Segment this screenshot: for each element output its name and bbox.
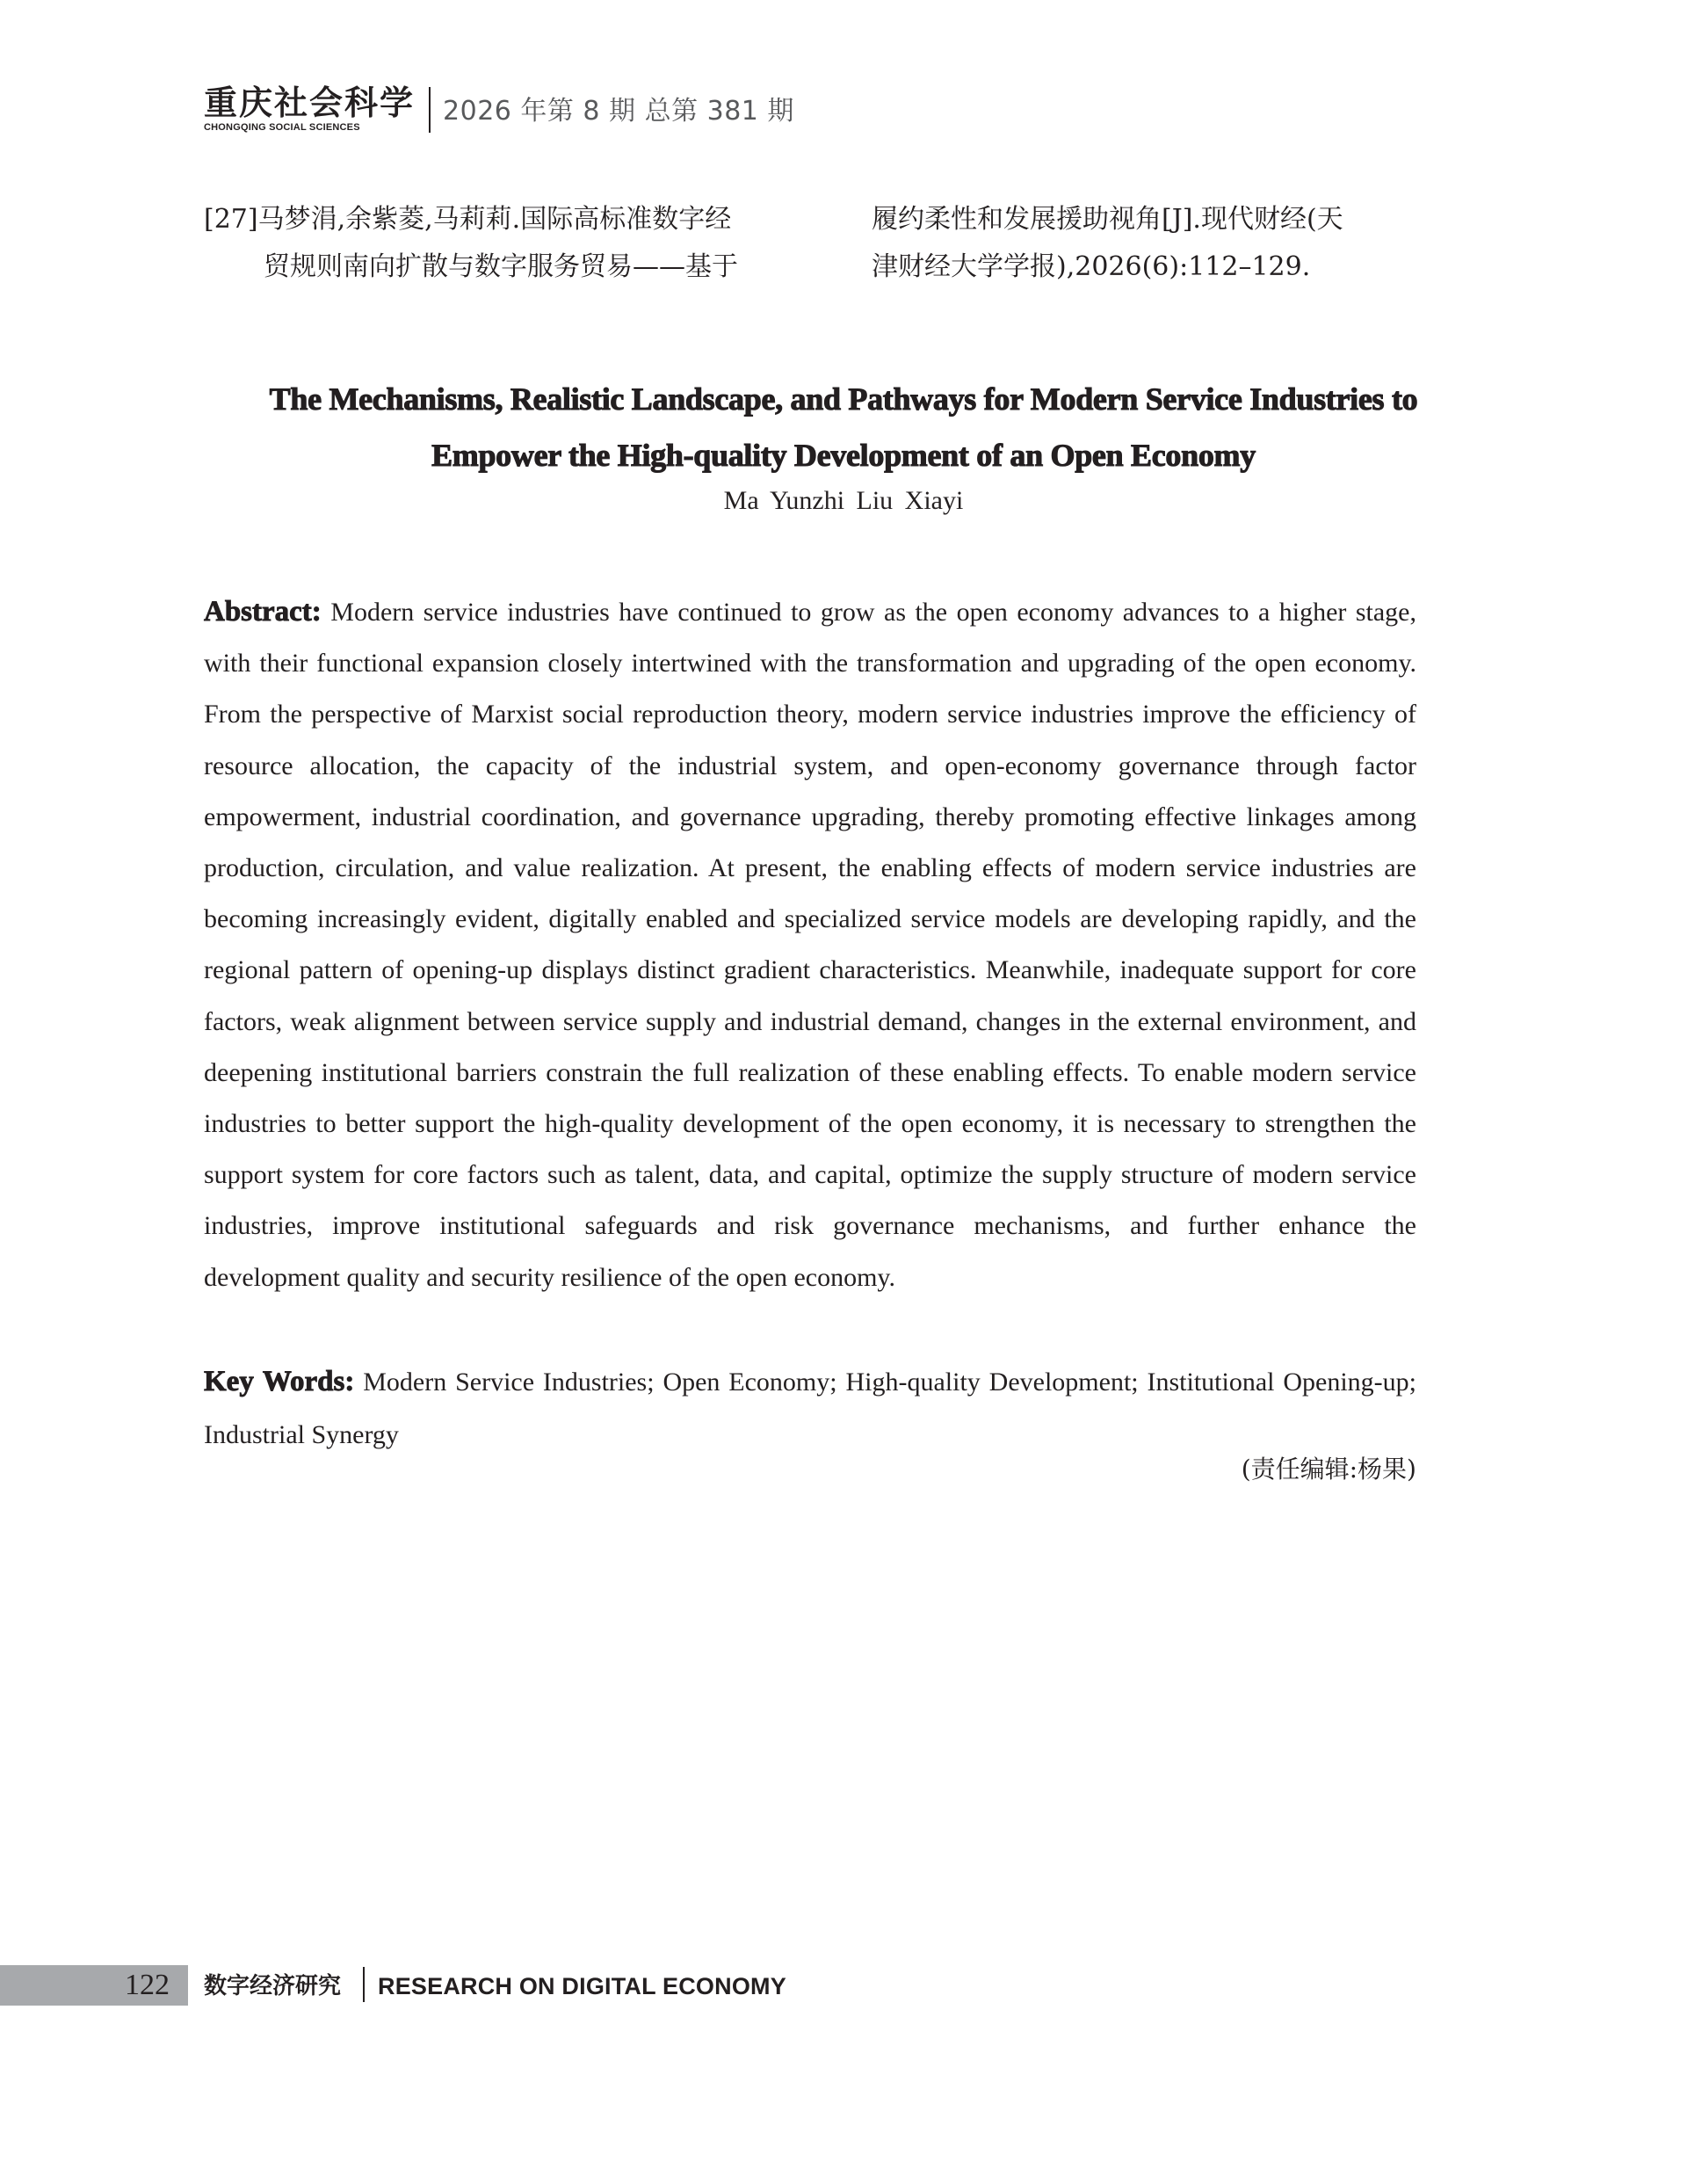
reference-right-column [872, 196, 1416, 291]
journal-logo [204, 83, 415, 134]
running-footer [0, 1965, 1687, 2006]
article-title-line: The Mechanisms, Realistic Landscape, and Pathways for Modern Service Industries to [269, 381, 1418, 417]
editor-note: (责任编辑:杨果) [1241, 1455, 1416, 1484]
reference-left-column [204, 196, 801, 291]
journal-logo-cn: 重庆社会科学 [204, 83, 416, 122]
reference-line: 津财经大学学报),2026(6):112–129. [872, 251, 1311, 282]
article-authors: Ma Yunzhi Liu Xiayi [723, 486, 964, 515]
keywords-label: Key Words: [204, 1366, 355, 1397]
article-title-line: Empower the High-quality Development of an Open Economy [431, 438, 1256, 473]
header-divider [429, 87, 431, 133]
article-title [0, 371, 1687, 483]
abstract [204, 586, 1416, 1303]
issue-info: 2026 年第 8 期 总第 381 期 [443, 96, 794, 127]
footer-divider [363, 1967, 365, 2002]
footer-journal-name-en: RESEARCH ON DIGITAL ECONOMY [378, 1973, 786, 1999]
page-number: 122 [125, 1969, 170, 2001]
keywords-text: Modern Service Industries; Open Economy; High-quality Development; Institutional Opening-up; Industrial Synergy [204, 1368, 1416, 1449]
abstract-label: Abstract: [204, 596, 322, 628]
reference-continuation [204, 196, 1416, 291]
reference-line: 贸规则南向扩散与数字服务贸易——基于 [264, 251, 738, 282]
abstract-text: Modern service industries have continued to grow as the open economy advances to a higher stage, with their functional expansion closely intertwined with the transformation and upgrading of the open economy. From the perspective of Marxist social reproduction theory, modern service industries improve the efficiency of resource allocation, the capacity of the industrial system, and open-economy governance through factor empowerment, industrial coordination, and governance upgrading, thereby promoting effective linkages among production, circulation, and value realization. At present, the enabling effects of modern service industries are becoming increasingly evident, digitally enabled and specialized service models are developing rapidly, and the regional pattern of opening-up displays distinct gradient characteristics. Meanwhile, inadequate support for core factors, weak alignment between service supply and industrial demand, changes in the external environment, and deepening institutional barriers constrain the full realization of these enabling effects. To enable modern service industries to better support the high-quality development of the open economy, it is necessary to strengthen the support system for core factors such as talent, data, and capital, optimize the supply structure of modern service industries, improve institutional safeguards and risk governance mechanisms, and further enhance the development quality and security resilience of the open economy. [204, 598, 1416, 1292]
running-header [204, 83, 794, 141]
reference-line: 履约柔性和发展援助视角[J].现代财经(天 [872, 204, 1343, 235]
reference-line: [27]马梦涓,余紫菱,马莉莉.国际高标准数字经 [204, 204, 732, 235]
journal-logo-en: CHONGQING SOCIAL SCIENCES [204, 122, 360, 133]
keywords [204, 1355, 1416, 1462]
footer-journal-name-cn: 数字经济研究 [204, 1973, 342, 1999]
